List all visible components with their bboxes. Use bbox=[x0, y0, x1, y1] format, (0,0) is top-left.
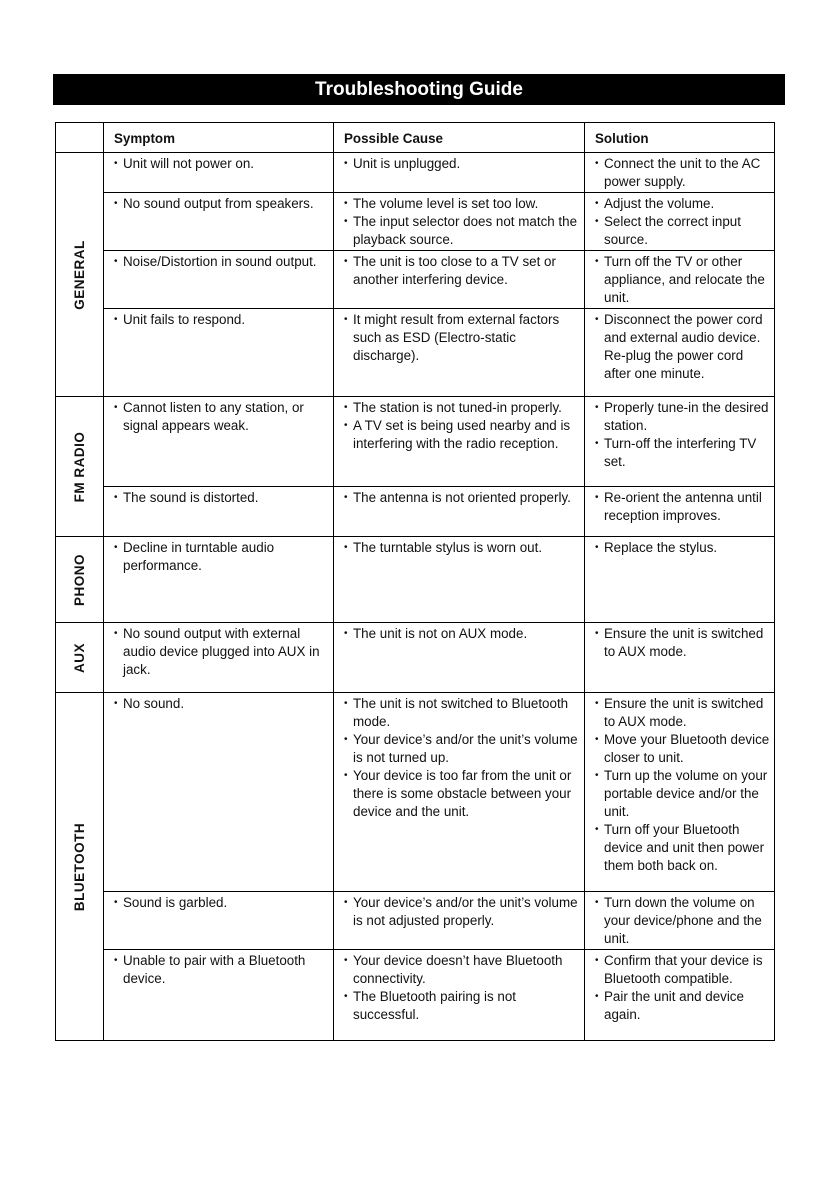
category-label: GENERAL bbox=[71, 239, 87, 310]
solution-item: • Turn up the volume on your portable device and/or the unit. bbox=[595, 767, 770, 821]
cause-list bbox=[344, 625, 580, 643]
solution-cell bbox=[585, 193, 775, 251]
cause-item: • A TV set is being used nearby and is interfering with the radio reception. bbox=[344, 417, 580, 453]
cause-list bbox=[344, 695, 580, 821]
table-row bbox=[56, 397, 775, 487]
solution-item: • Pair the unit and device again. bbox=[595, 988, 770, 1024]
symptom-list bbox=[114, 399, 329, 435]
symptom-cell bbox=[104, 193, 334, 251]
solution-cell bbox=[585, 623, 775, 693]
solution-item: • Ensure the unit is switched to AUX mode. bbox=[595, 625, 770, 661]
column-header-solution: Solution bbox=[585, 123, 775, 153]
solution-list bbox=[595, 489, 770, 525]
category-cell bbox=[56, 623, 104, 693]
symptom-cell bbox=[104, 693, 334, 892]
symptom-list bbox=[114, 489, 329, 507]
solution-list bbox=[595, 952, 770, 1024]
symptom-cell bbox=[104, 892, 334, 950]
corner-cell bbox=[56, 123, 104, 153]
cause-list bbox=[344, 399, 580, 453]
cause-cell bbox=[334, 892, 585, 950]
page-title: Troubleshooting Guide bbox=[53, 74, 785, 105]
cause-cell bbox=[334, 251, 585, 309]
symptom-cell bbox=[104, 251, 334, 309]
cause-item: • Your device is too far from the unit or there is some obstacle between your device and the unit. bbox=[344, 767, 580, 821]
cause-item: • The volume level is set too low. bbox=[344, 195, 580, 213]
cause-cell bbox=[334, 623, 585, 693]
cause-cell bbox=[334, 693, 585, 892]
symptom-list bbox=[114, 952, 329, 988]
cause-item: • Your device doesn’t have Bluetooth connectivity. bbox=[344, 952, 580, 988]
cause-list bbox=[344, 952, 580, 1024]
cause-list bbox=[344, 311, 580, 365]
cause-list bbox=[344, 155, 580, 173]
solution-item: • Properly tune-in the desired station. bbox=[595, 399, 770, 435]
solution-cell bbox=[585, 537, 775, 623]
category-cell bbox=[56, 537, 104, 623]
table-row bbox=[56, 309, 775, 397]
symptom-list bbox=[114, 695, 329, 713]
symptom-item: • Cannot listen to any station, or signal appears weak. bbox=[114, 399, 329, 435]
cause-cell bbox=[334, 537, 585, 623]
symptom-cell bbox=[104, 397, 334, 487]
solution-list bbox=[595, 625, 770, 661]
symptom-item: • No sound output with external audio device plugged into AUX in jack. bbox=[114, 625, 329, 679]
cause-cell bbox=[334, 950, 585, 1041]
table-row bbox=[56, 251, 775, 309]
cause-item: • The unit is not on AUX mode. bbox=[344, 625, 580, 643]
symptom-cell bbox=[104, 537, 334, 623]
solution-item: • Turn-off the interfering TV set. bbox=[595, 435, 770, 471]
solution-item: • Re-orient the antenna until reception improves. bbox=[595, 489, 770, 525]
symptom-list bbox=[114, 625, 329, 679]
cause-cell bbox=[334, 309, 585, 397]
symptom-item: • No sound. bbox=[114, 695, 329, 713]
solution-list bbox=[595, 155, 770, 191]
solution-list bbox=[595, 695, 770, 875]
solution-list bbox=[595, 399, 770, 471]
symptom-item: • Noise/Distortion in sound output. bbox=[114, 253, 329, 271]
symptom-cell bbox=[104, 487, 334, 537]
table-row bbox=[56, 537, 775, 623]
category-cell bbox=[56, 153, 104, 397]
cause-item: • The Bluetooth pairing is not successful. bbox=[344, 988, 580, 1024]
solution-list bbox=[595, 539, 770, 557]
symptom-item: • Decline in turntable audio performance. bbox=[114, 539, 329, 575]
cause-item: • The input selector does not match the playback source. bbox=[344, 213, 580, 249]
table-row bbox=[56, 892, 775, 950]
symptom-cell bbox=[104, 623, 334, 693]
column-header-cause: Possible Cause bbox=[334, 123, 585, 153]
cause-list bbox=[344, 253, 580, 289]
solution-item: • Ensure the unit is switched to AUX mode. bbox=[595, 695, 770, 731]
cause-cell bbox=[334, 397, 585, 487]
cause-cell bbox=[334, 487, 585, 537]
solution-cell bbox=[585, 693, 775, 892]
solution-item: • Replace the stylus. bbox=[595, 539, 770, 557]
symptom-cell bbox=[104, 153, 334, 193]
solution-list bbox=[595, 253, 770, 307]
symptom-list bbox=[114, 539, 329, 575]
solution-cell bbox=[585, 251, 775, 309]
table-row bbox=[56, 623, 775, 693]
solution-cell bbox=[585, 397, 775, 487]
symptom-item: • No sound output from speakers. bbox=[114, 195, 329, 213]
table-row bbox=[56, 950, 775, 1041]
category-label: BLUETOOTH bbox=[71, 822, 87, 911]
solution-list bbox=[595, 195, 770, 249]
category-cell bbox=[56, 693, 104, 1041]
solution-cell bbox=[585, 309, 775, 397]
solution-list bbox=[595, 311, 770, 383]
category-label: PHONO bbox=[71, 553, 87, 606]
solution-item: • Connect the unit to the AC power supply. bbox=[595, 155, 770, 191]
cause-list bbox=[344, 195, 580, 249]
cause-item: • The station is not tuned-in properly. bbox=[344, 399, 580, 417]
solution-item: • Turn off your Bluetooth device and unit then power them both back on. bbox=[595, 821, 770, 875]
symptom-list bbox=[114, 311, 329, 329]
symptom-item: • Unit will not power on. bbox=[114, 155, 329, 173]
solution-item: • Confirm that your device is Bluetooth compatible. bbox=[595, 952, 770, 988]
solution-item: • Adjust the volume. bbox=[595, 195, 770, 213]
category-cell bbox=[56, 397, 104, 537]
symptom-list bbox=[114, 894, 329, 912]
symptom-item: • Unit fails to respond. bbox=[114, 311, 329, 329]
solution-item: • Move your Bluetooth device closer to unit. bbox=[595, 731, 770, 767]
solution-item: • Disconnect the power cord and external audio device. Re-plug the power cord after one minute. bbox=[595, 311, 770, 383]
solution-item: • Turn off the TV or other appliance, and relocate the unit. bbox=[595, 253, 770, 307]
cause-cell bbox=[334, 193, 585, 251]
symptom-list bbox=[114, 195, 329, 213]
cause-item: • Your device’s and/or the unit’s volume is not adjusted properly. bbox=[344, 894, 580, 930]
symptom-item: • Unable to pair with a Bluetooth device. bbox=[114, 952, 329, 988]
cause-item: • The unit is too close to a TV set or another interfering device. bbox=[344, 253, 580, 289]
solution-cell bbox=[585, 487, 775, 537]
table-row bbox=[56, 487, 775, 537]
table-body bbox=[56, 153, 775, 1041]
solution-cell bbox=[585, 950, 775, 1041]
solution-list bbox=[595, 894, 770, 948]
symptom-list bbox=[114, 155, 329, 173]
table-row bbox=[56, 693, 775, 892]
symptom-item: • Sound is garbled. bbox=[114, 894, 329, 912]
table-row bbox=[56, 153, 775, 193]
cause-list bbox=[344, 489, 580, 507]
solution-item: • Select the correct input source. bbox=[595, 213, 770, 249]
column-header-symptom: Symptom bbox=[104, 123, 334, 153]
cause-item: • Unit is unplugged. bbox=[344, 155, 580, 173]
cause-cell bbox=[334, 153, 585, 193]
cause-item: • It might result from external factors such as ESD (Electro-static discharge). bbox=[344, 311, 580, 365]
solution-cell bbox=[585, 153, 775, 193]
solution-cell bbox=[585, 892, 775, 950]
cause-list bbox=[344, 894, 580, 930]
cause-item: • The turntable stylus is worn out. bbox=[344, 539, 580, 557]
category-label: FM RADIO bbox=[71, 431, 87, 502]
symptom-list bbox=[114, 253, 329, 271]
cause-item: • The unit is not switched to Bluetooth mode. bbox=[344, 695, 580, 731]
symptom-cell bbox=[104, 950, 334, 1041]
symptom-cell bbox=[104, 309, 334, 397]
solution-item: • Turn down the volume on your device/phone and the unit. bbox=[595, 894, 770, 948]
cause-item: • Your device’s and/or the unit’s volume is not turned up. bbox=[344, 731, 580, 767]
symptom-item: • The sound is distorted. bbox=[114, 489, 329, 507]
table-header-row bbox=[56, 123, 775, 153]
category-label: AUX bbox=[71, 642, 87, 673]
table-row bbox=[56, 193, 775, 251]
troubleshooting-table bbox=[55, 122, 775, 1041]
cause-list bbox=[344, 539, 580, 557]
cause-item: • The antenna is not oriented properly. bbox=[344, 489, 580, 507]
